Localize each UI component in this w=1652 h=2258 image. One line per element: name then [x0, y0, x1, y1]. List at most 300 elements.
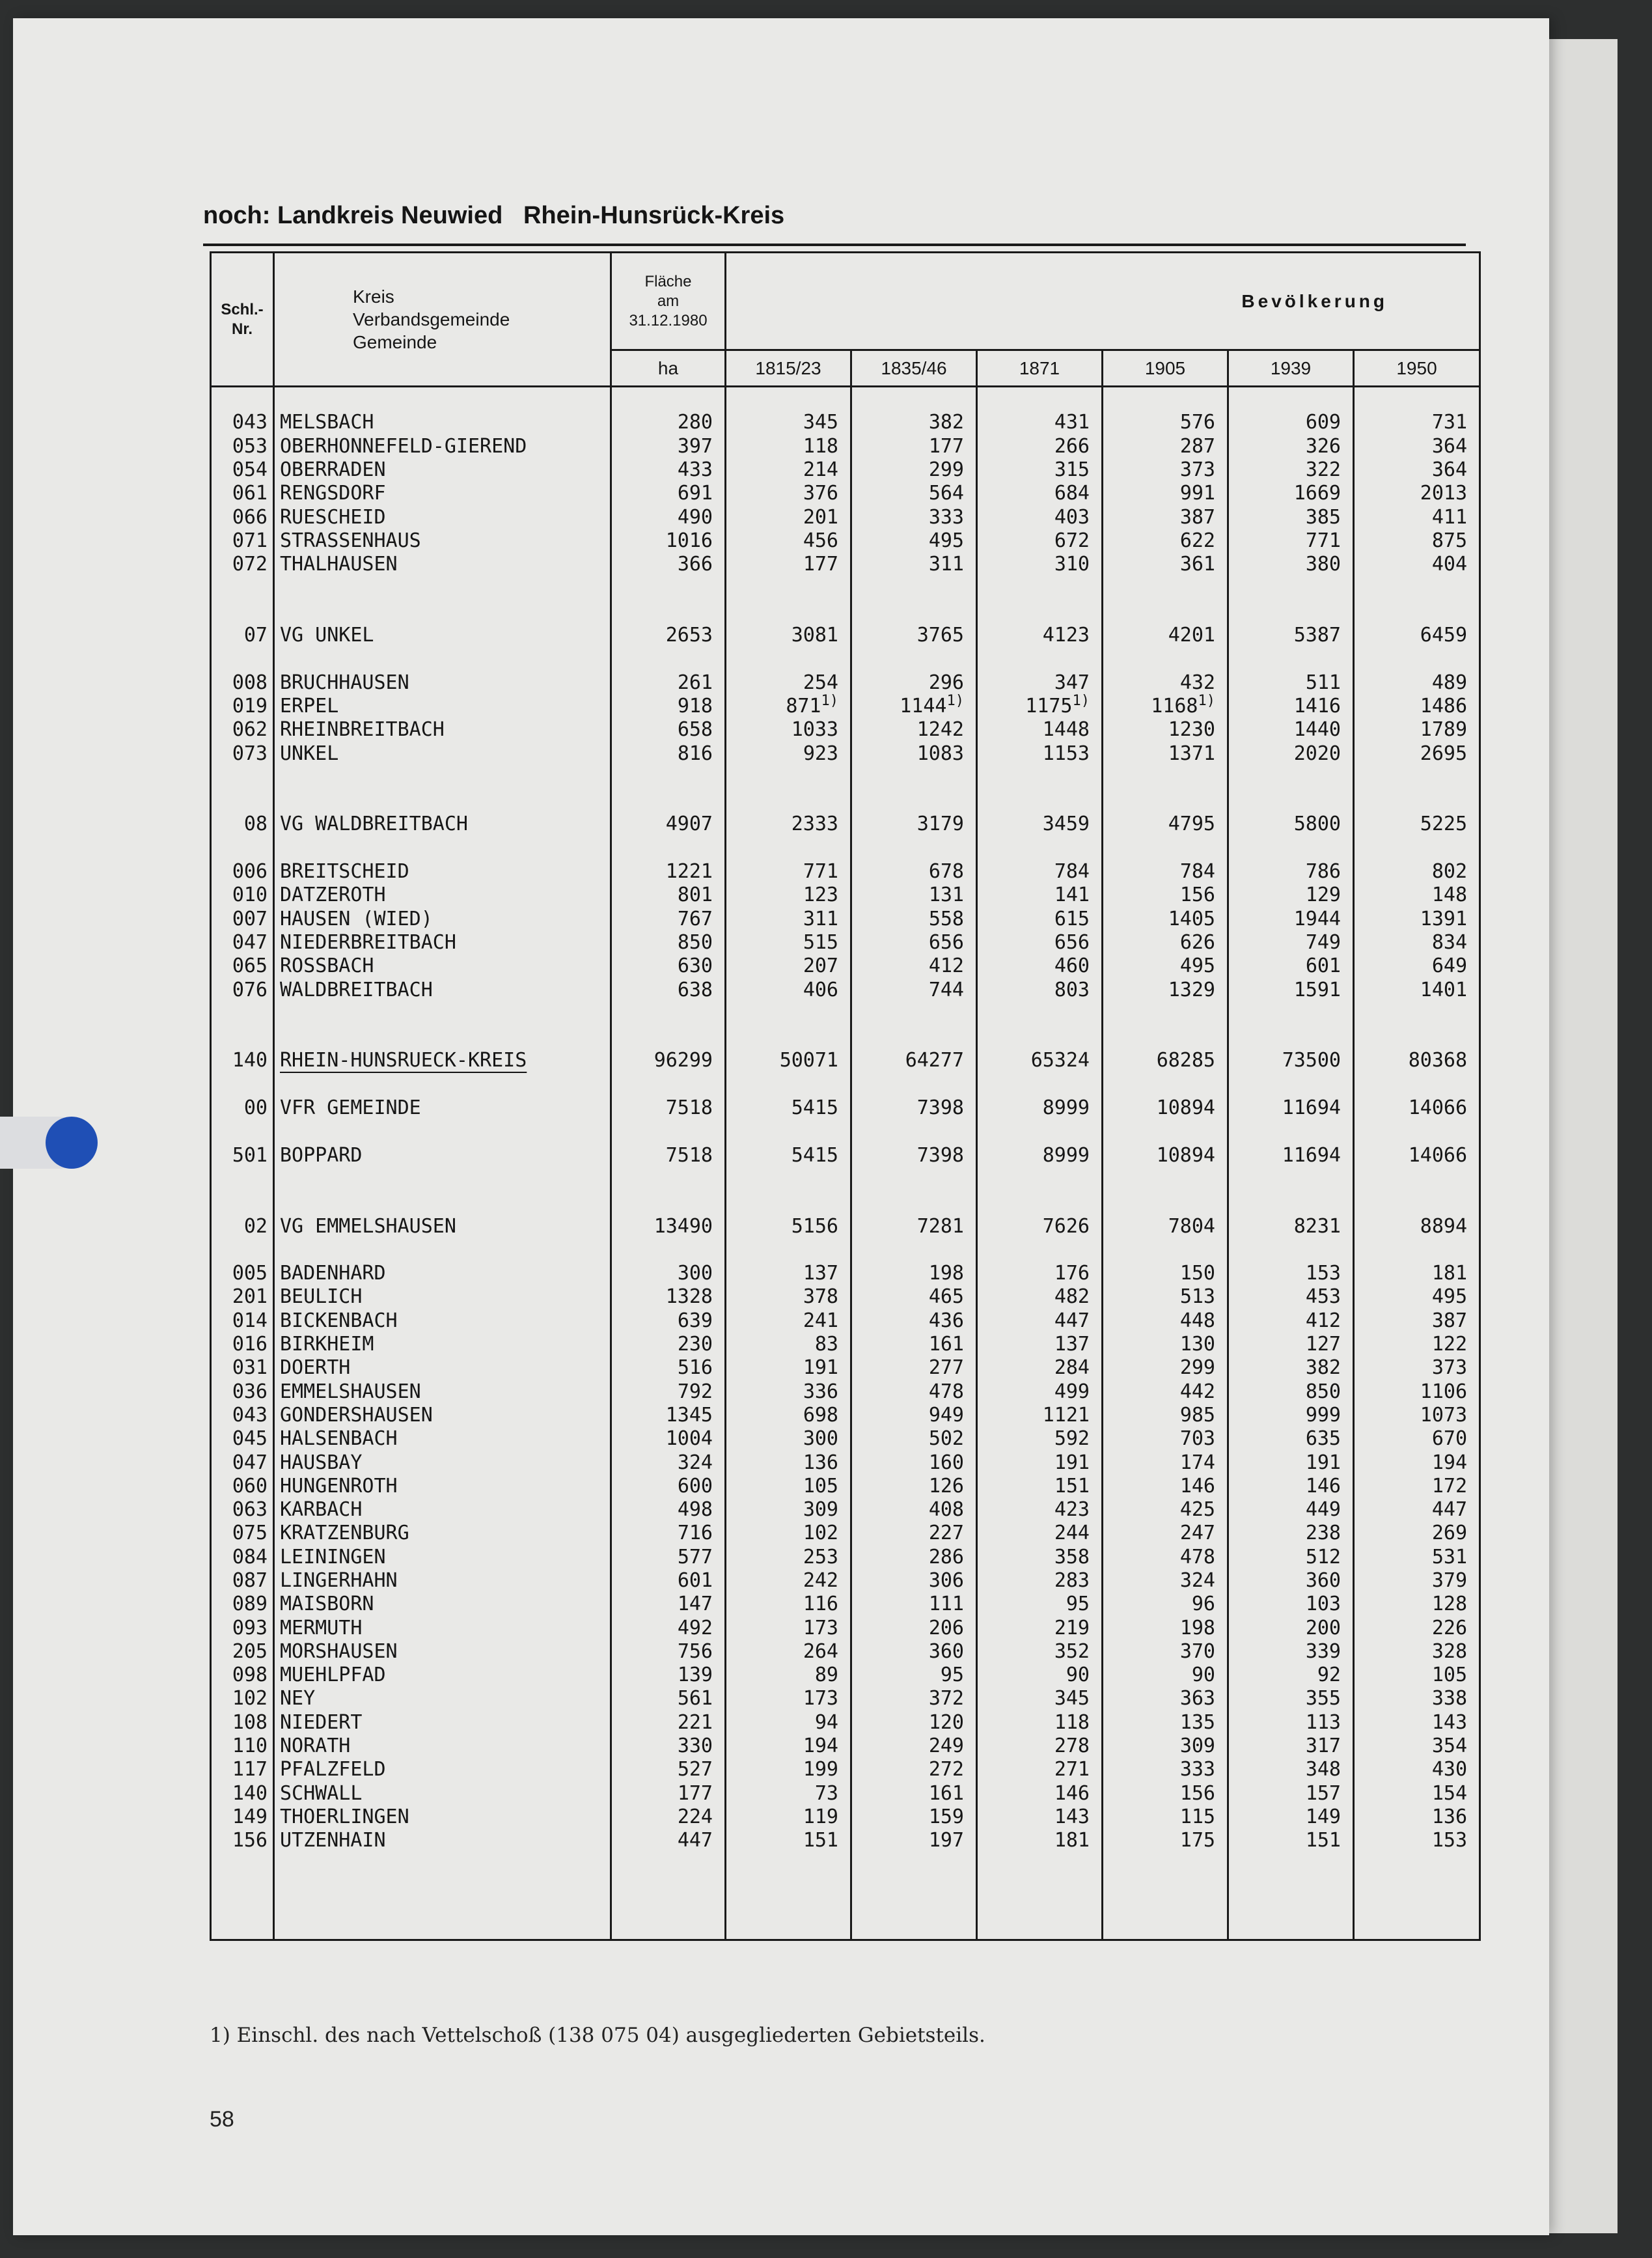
population-value: 1329 [1168, 978, 1215, 1001]
area-value: 13490 [654, 1214, 713, 1238]
population-value: 137 [803, 1262, 838, 1285]
footnote-marker: 1) [946, 693, 964, 709]
population-value: 453 [1305, 1285, 1341, 1309]
population-value: 592 [1054, 1427, 1090, 1451]
population-value: 136 [803, 1451, 838, 1474]
population-value: 802 [1431, 860, 1468, 884]
population-value: 5415 [791, 1143, 838, 1167]
row-code: 047 [211, 931, 274, 955]
population-value: 511 [1305, 671, 1341, 694]
row-name: THOERLINGEN [280, 1805, 409, 1828]
population-value: 8894 [1420, 1214, 1468, 1238]
population-value: 89 [814, 1664, 838, 1687]
row-code: 054 [211, 458, 274, 482]
table-row [211, 1475, 1480, 1498]
population-value: 1168 [1151, 695, 1198, 718]
population-value: 672 [1054, 529, 1090, 552]
row-name: THALHAUSEN [280, 553, 398, 576]
table-row [211, 1569, 1480, 1593]
area-value: 2653 [665, 624, 713, 647]
area-value: 792 [677, 1380, 713, 1403]
row-code: 066 [211, 505, 274, 529]
spacer-row [211, 789, 1480, 813]
population-value: 352 [1054, 1639, 1090, 1663]
table-row [211, 553, 1480, 576]
header-bevoelkerung: Bevölkerung [726, 253, 1480, 350]
spacer-row [211, 1852, 1480, 1876]
population-value: 355 [1305, 1687, 1341, 1710]
population-value: 11694 [1282, 1096, 1341, 1120]
population-value: 999 [1305, 1403, 1341, 1427]
population-value: 2333 [791, 813, 838, 836]
population-value: 226 [1431, 1616, 1468, 1639]
population-value: 266 [1054, 434, 1090, 458]
row-code: 140 [211, 1782, 274, 1805]
header-year-1835: 1835/46 [851, 350, 977, 387]
population-value: 198 [928, 1262, 964, 1285]
population-value: 703 [1179, 1427, 1215, 1451]
population-value: 1440 [1293, 718, 1341, 742]
table-row [211, 1640, 1480, 1664]
row-name: HALSENBACH [280, 1427, 398, 1451]
area-value: 177 [677, 1781, 713, 1805]
population-value: 425 [1179, 1498, 1215, 1522]
row-name: HUNGENROTH [280, 1474, 398, 1498]
row-code: 006 [211, 860, 274, 884]
population-value: 615 [1054, 907, 1090, 930]
population-value: 322 [1305, 458, 1341, 482]
population-value: 122 [1431, 1333, 1468, 1356]
population-value: 249 [928, 1735, 964, 1758]
population-value: 1083 [916, 742, 964, 765]
population-value: 1073 [1420, 1403, 1468, 1427]
population-value: 412 [1305, 1309, 1341, 1332]
population-value: 698 [803, 1403, 838, 1427]
footnote-marker: 1) [1198, 693, 1215, 709]
population-value: 361 [1179, 553, 1215, 576]
population-value: 731 [1431, 411, 1468, 434]
table-row [211, 482, 1480, 505]
population-value: 159 [928, 1805, 964, 1828]
header-schl: Schl.- Nr. [211, 253, 274, 387]
population-value: 135 [1179, 1710, 1215, 1734]
row-code: 063 [211, 1498, 274, 1522]
table-row [211, 624, 1480, 647]
table-row [211, 1711, 1480, 1735]
population-value: 373 [1431, 1356, 1468, 1380]
spacer-row [211, 766, 1480, 789]
row-name: PFALZFELD [280, 1758, 386, 1781]
row-name: MAISBORN [280, 1593, 374, 1616]
row-code: 075 [211, 1522, 274, 1545]
population-value: 10894 [1156, 1143, 1215, 1167]
population-value: 264 [803, 1639, 838, 1663]
row-code: 007 [211, 908, 274, 931]
table-row [211, 884, 1480, 907]
population-value: 310 [1054, 553, 1090, 576]
row-name: MORSHAUSEN [280, 1639, 398, 1663]
population-value: 68285 [1156, 1049, 1215, 1072]
population-value: 749 [1305, 930, 1341, 954]
population-value: 206 [928, 1616, 964, 1639]
population-value: 311 [928, 553, 964, 576]
table-row [211, 931, 1480, 955]
table-row [211, 435, 1480, 458]
header-year-1950: 1950 [1354, 350, 1480, 387]
population-value: 128 [1431, 1593, 1468, 1616]
footnote-marker: 1) [821, 693, 838, 709]
population-value: 449 [1305, 1498, 1341, 1522]
table-row [211, 718, 1480, 742]
population-value: 649 [1431, 955, 1468, 978]
spacer-row [211, 647, 1480, 671]
population-value: 3459 [1042, 813, 1090, 836]
area-value: 816 [677, 742, 713, 765]
population-value: 378 [803, 1285, 838, 1309]
population-value: 372 [928, 1687, 964, 1710]
area-value: 366 [677, 553, 713, 576]
population-value: 119 [803, 1805, 838, 1828]
population-value: 73 [814, 1781, 838, 1805]
row-code: 076 [211, 978, 274, 1001]
population-value: 744 [928, 978, 964, 1001]
page-number: 58 [210, 2107, 234, 2132]
population-value: 326 [1305, 434, 1341, 458]
population-value: 387 [1179, 505, 1215, 529]
row-name: BEULICH [280, 1285, 363, 1309]
population-value: 3081 [791, 624, 838, 647]
population-value: 146 [1305, 1474, 1341, 1498]
row-name: VG EMMELSHAUSEN [280, 1214, 456, 1238]
area-value: 498 [677, 1498, 713, 1522]
population-value: 875 [1431, 529, 1468, 552]
population-value: 784 [1179, 860, 1215, 884]
population-value: 244 [1054, 1522, 1090, 1545]
area-value: 756 [677, 1639, 713, 1663]
population-value: 656 [928, 930, 964, 954]
area-value: 261 [677, 671, 713, 694]
spacer-row [211, 576, 1480, 600]
table-row [211, 1451, 1480, 1474]
area-value: 433 [677, 458, 713, 482]
population-value: 194 [803, 1735, 838, 1758]
header-year-1905: 1905 [1103, 350, 1228, 387]
population-value: 923 [803, 742, 838, 765]
area-value: 658 [677, 718, 713, 742]
row-code: 045 [211, 1427, 274, 1451]
population-value: 177 [928, 434, 964, 458]
area-value: 577 [677, 1545, 713, 1568]
population-value: 286 [928, 1545, 964, 1568]
population-value: 1391 [1420, 907, 1468, 930]
row-code: 089 [211, 1593, 274, 1616]
spacer-row [211, 1167, 1480, 1191]
population-value: 771 [1305, 529, 1341, 552]
population-value: 456 [803, 529, 838, 552]
population-value: 576 [1179, 411, 1215, 434]
table-row [211, 1522, 1480, 1545]
table-row [211, 1546, 1480, 1569]
population-value: 254 [803, 671, 838, 694]
population-value: 157 [1305, 1781, 1341, 1805]
row-code: 043 [211, 1404, 274, 1427]
population-value: 4795 [1168, 813, 1215, 836]
population-value: 1175 [1025, 695, 1073, 718]
population-value: 118 [1054, 1710, 1090, 1734]
spacer-row [211, 1876, 1480, 1900]
population-value: 531 [1431, 1545, 1468, 1568]
title-rule [203, 244, 1466, 246]
row-code: 031 [211, 1356, 274, 1380]
row-code: 117 [211, 1758, 274, 1781]
population-value: 50071 [779, 1049, 838, 1072]
row-name: NIEDERT [280, 1710, 363, 1734]
header-year-1815: 1815/23 [726, 350, 851, 387]
population-value: 175 [1179, 1829, 1215, 1852]
population-value: 127 [1305, 1333, 1341, 1356]
table-row [211, 1214, 1480, 1238]
population-value: 14066 [1408, 1096, 1468, 1120]
area-value: 224 [677, 1805, 713, 1828]
area-value: 300 [677, 1262, 713, 1285]
population-value: 118 [803, 434, 838, 458]
population-value: 784 [1054, 860, 1090, 884]
area-value: 7518 [665, 1143, 713, 1167]
population-value: 5800 [1293, 813, 1341, 836]
area-value: 1004 [665, 1427, 713, 1451]
population-value: 284 [1054, 1356, 1090, 1380]
area-value: 630 [677, 955, 713, 978]
next-page-edge [1539, 39, 1618, 2233]
population-value: 309 [803, 1498, 838, 1522]
population-value: 2013 [1420, 482, 1468, 505]
table-row [211, 813, 1480, 836]
population-value: 96 [1191, 1593, 1215, 1616]
area-value: 516 [677, 1356, 713, 1380]
population-value: 154 [1431, 1781, 1468, 1805]
population-value: 403 [1054, 505, 1090, 529]
population-value: 296 [928, 671, 964, 694]
population-value: 146 [1054, 1781, 1090, 1805]
area-value: 330 [677, 1735, 713, 1758]
row-code: 016 [211, 1333, 274, 1356]
row-name: DATZEROTH [280, 884, 386, 907]
table-row [211, 1758, 1480, 1781]
table-row [211, 1664, 1480, 1687]
row-name: VG WALDBREITBACH [280, 813, 468, 836]
population-value: 656 [1054, 930, 1090, 954]
population-value: 1153 [1042, 742, 1090, 765]
population-value: 771 [803, 860, 838, 884]
area-value: 7518 [665, 1096, 713, 1120]
population-value: 123 [803, 884, 838, 907]
population-value: 8231 [1293, 1214, 1341, 1238]
row-name: NIEDERBREITBACH [280, 930, 456, 954]
spacer-row [211, 600, 1480, 624]
population-value: 622 [1179, 529, 1215, 552]
population-value: 5225 [1420, 813, 1468, 836]
population-value: 1416 [1293, 695, 1341, 718]
row-name: WALDBREITBACH [280, 978, 433, 1001]
population-value: 358 [1054, 1545, 1090, 1568]
population-value: 201 [803, 505, 838, 529]
row-code: 047 [211, 1451, 274, 1474]
table-row [211, 1782, 1480, 1805]
header-year-1871: 1871 [977, 350, 1103, 387]
row-code: 008 [211, 671, 274, 695]
population-value: 272 [928, 1758, 964, 1781]
area-value: 230 [677, 1333, 713, 1356]
table-row [211, 1333, 1480, 1356]
population-value: 306 [928, 1568, 964, 1592]
population-value: 1486 [1420, 695, 1468, 718]
area-value: 639 [677, 1309, 713, 1332]
population-value: 1448 [1042, 718, 1090, 742]
population-value: 92 [1317, 1664, 1341, 1687]
population-value: 871 [786, 695, 821, 718]
population-value: 499 [1054, 1380, 1090, 1403]
row-name: GONDERSHAUSEN [280, 1403, 433, 1427]
population-value: 238 [1305, 1522, 1341, 1545]
table-row [211, 1356, 1480, 1380]
population-value: 151 [1305, 1829, 1341, 1852]
area-value: 601 [677, 1568, 713, 1592]
population-value: 14066 [1408, 1143, 1468, 1167]
population-value: 6459 [1420, 624, 1468, 647]
row-code: 110 [211, 1735, 274, 1758]
population-value: 336 [803, 1380, 838, 1403]
population-value: 991 [1179, 482, 1215, 505]
population-value: 1401 [1420, 978, 1468, 1001]
population-value: 131 [928, 884, 964, 907]
page-title: noch: Landkreis Neuwied Rhein-Hunsrück-Kreis [203, 202, 785, 229]
population-value: 404 [1431, 553, 1468, 576]
population-value: 172 [1431, 1474, 1468, 1498]
population-value: 3179 [916, 813, 964, 836]
population-value: 102 [803, 1522, 838, 1545]
population-value: 115 [1179, 1805, 1215, 1828]
table-row [211, 505, 1480, 529]
population-value: 412 [928, 955, 964, 978]
row-code: 019 [211, 695, 274, 718]
area-value: 147 [677, 1593, 713, 1616]
population-value: 442 [1179, 1380, 1215, 1403]
population-value: 564 [928, 482, 964, 505]
row-code: 073 [211, 742, 274, 765]
population-value: 64277 [905, 1049, 964, 1072]
population-value: 198 [1179, 1616, 1215, 1639]
population-value: 1242 [916, 718, 964, 742]
area-value: 447 [677, 1829, 713, 1852]
population-value: 678 [928, 860, 964, 884]
row-code: 072 [211, 553, 274, 576]
row-code: 014 [211, 1309, 274, 1333]
row-name: NORATH [280, 1735, 351, 1758]
population-value: 7804 [1168, 1214, 1215, 1238]
table-row [211, 1593, 1480, 1616]
population-value: 1121 [1042, 1403, 1090, 1427]
population-value: 73500 [1282, 1049, 1341, 1072]
population-value: 495 [928, 529, 964, 552]
table-body [211, 387, 1480, 1940]
population-value: 181 [1054, 1829, 1090, 1852]
population-value: 949 [928, 1403, 964, 1427]
population-value: 382 [1305, 1356, 1341, 1380]
row-name: BRUCHHAUSEN [280, 671, 409, 694]
population-value: 126 [928, 1474, 964, 1498]
row-code: 00 [211, 1096, 274, 1120]
population-value: 105 [803, 1474, 838, 1498]
row-name: BIRKHEIM [280, 1333, 374, 1356]
table-row [211, 1427, 1480, 1451]
population-value: 423 [1054, 1498, 1090, 1522]
row-name: RHEINBREITBACH [280, 718, 445, 742]
population-value: 7398 [916, 1096, 964, 1120]
population-value: 364 [1431, 434, 1468, 458]
population-value: 136 [1431, 1805, 1468, 1828]
population-value: 489 [1431, 671, 1468, 694]
row-code: 201 [211, 1285, 274, 1309]
area-value: 1016 [665, 529, 713, 552]
row-code: 102 [211, 1687, 274, 1710]
population-value: 207 [803, 955, 838, 978]
population-value: 379 [1431, 1568, 1468, 1592]
population-value: 315 [1054, 458, 1090, 482]
population-value: 90 [1191, 1664, 1215, 1687]
table-row [211, 1096, 1480, 1120]
population-value: 120 [928, 1710, 964, 1734]
population-value: 333 [1179, 1758, 1215, 1781]
row-code: 140 [211, 1049, 274, 1072]
row-code: 501 [211, 1144, 274, 1167]
row-name: EMMELSHAUSEN [280, 1380, 421, 1403]
row-code: 036 [211, 1380, 274, 1403]
row-name: MELSBACH [280, 411, 374, 434]
area-value: 397 [677, 434, 713, 458]
population-value: 191 [1054, 1451, 1090, 1474]
population-value: 338 [1431, 1687, 1468, 1710]
row-code: 205 [211, 1640, 274, 1664]
population-value: 1144 [900, 695, 947, 718]
spacer-row [211, 1120, 1480, 1143]
table-row [211, 1735, 1480, 1758]
population-value: 348 [1305, 1758, 1341, 1781]
row-name: MERMUTH [280, 1616, 363, 1639]
row-name: STRASSENHAUS [280, 529, 421, 552]
population-value: 199 [803, 1758, 838, 1781]
population-value: 146 [1179, 1474, 1215, 1498]
population-value: 141 [1054, 884, 1090, 907]
population-value: 512 [1305, 1545, 1341, 1568]
row-code: 087 [211, 1569, 274, 1593]
population-value: 345 [1054, 1687, 1090, 1710]
area-value: 221 [677, 1710, 713, 1734]
table-row [211, 1380, 1480, 1403]
area-value: 1221 [665, 860, 713, 884]
table-row [211, 860, 1480, 884]
population-value: 1405 [1168, 907, 1215, 930]
population-value: 95 [1066, 1593, 1090, 1616]
population-value: 4123 [1042, 624, 1090, 647]
population-value: 360 [928, 1639, 964, 1663]
population-value: 113 [1305, 1710, 1341, 1734]
population-value: 80368 [1408, 1049, 1468, 1072]
population-value: 7626 [1042, 1214, 1090, 1238]
table-row [211, 1144, 1480, 1167]
population-value: 364 [1431, 458, 1468, 482]
row-name: HAUSEN (WIED) [280, 907, 433, 930]
area-value: 527 [677, 1758, 713, 1781]
